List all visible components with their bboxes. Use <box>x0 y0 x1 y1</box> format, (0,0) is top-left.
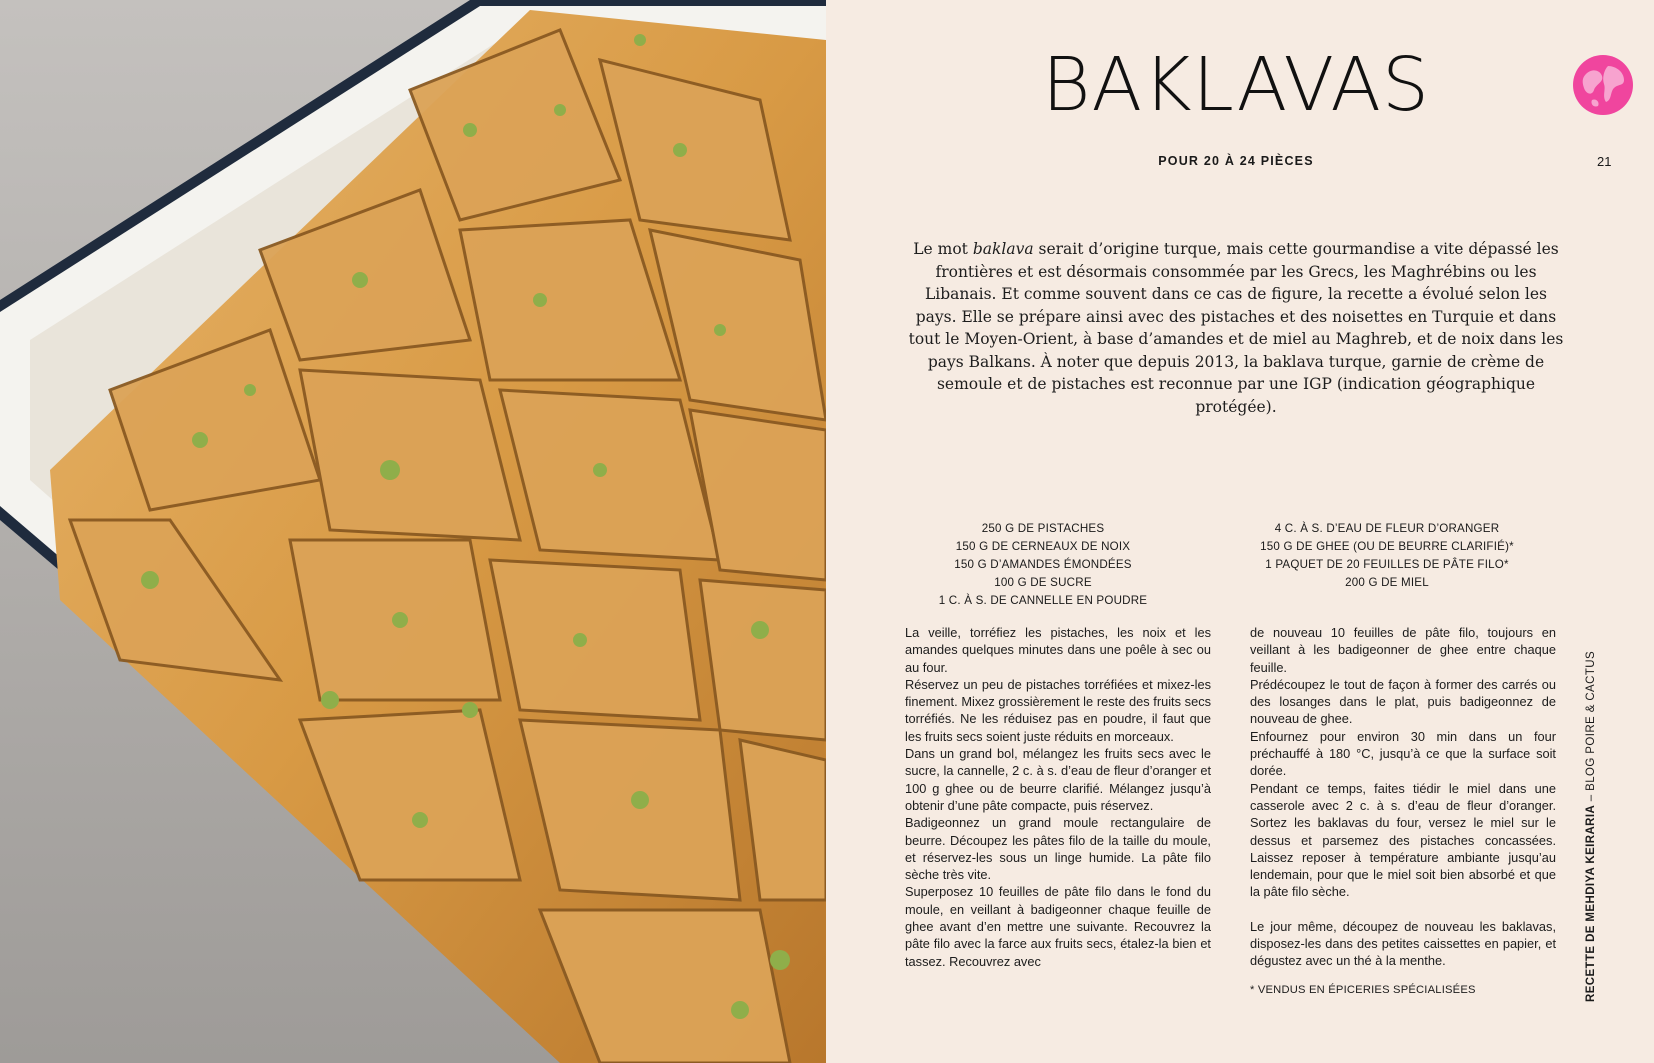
ingredient-item: 1 C. À S. DE CANNELLE EN POUDRE <box>938 594 1148 607</box>
credit-blog: – BLOG POIRE & CACTUS <box>1585 650 1597 805</box>
baklava-photo <box>0 0 826 1063</box>
step-paragraph: Enfournez pour environ 30 min dans un four préchauffé à 180 °C, jusqu’à ce que la surface soit dorée. <box>1250 728 1556 779</box>
recipe-page <box>826 0 1654 1063</box>
page-number: 21 <box>1597 154 1612 169</box>
step-paragraph: Superposez 10 feuilles de pâte filo dans le fond du moule, en veillant à badigeonner chaque feuille de ghee avant d’en mettre une suivante. Recouvrez la pâte filo avec la farce aux fruits secs, étalez-la bien et tassez. Recouvrez avec <box>905 884 1211 969</box>
ingredient-item: 150 G DE CERNEAUX DE NOIX <box>955 540 1131 553</box>
step-paragraph: Pendant ce temps, faites tiédir le miel dans une casserole avec 2 c. à s. d’eau de fleur d’oranger. Sortez les baklavas du four, versez le miel sur le dessus et parsemez des pistaches concassées. Laissez reposer à température ambiante jusqu’au lendemain, pour que le miel soit bien absorbé et que la pâte filo sèche. <box>1250 780 1556 900</box>
intro-italic-word: baklava <box>972 240 1034 258</box>
ingredients-right <box>1237 520 1537 592</box>
ingredient-item: 200 G DE MIEL <box>1345 576 1429 589</box>
step-paragraph: Prédécoupez le tout de façon à former des carrés ou des losanges dans le plat, puis badigeonnez de nouveau de ghee. <box>1250 676 1556 727</box>
ingredient-item: 100 G DE SUCRE <box>994 576 1092 589</box>
baklava-photo-illustration <box>0 0 826 1063</box>
step-paragraph: de nouveau 10 feuilles de pâte filo, toujours en veillant à les badigeonner de ghee entre chaque feuille. <box>1250 625 1556 675</box>
globe-icon <box>1572 54 1634 116</box>
steps-column-left <box>905 624 1211 970</box>
servings: POUR 20 À 24 PIÈCES <box>1158 154 1314 168</box>
step-paragraph: La veille, torréfiez les pistaches, les noix et les amandes quelques minutes dans une poêle à sec ou au four. <box>905 625 1211 675</box>
ingredient-item: 4 C. À S. D’EAU DE FLEUR D’ORANGER <box>1274 522 1500 535</box>
steps-column-right <box>1250 624 1556 999</box>
intro-paragraph <box>906 238 1566 418</box>
step-paragraph: Badigeonnez un grand moule rectangulaire de beurre. Découpez les pâtes filo de la taille du moule, et réservez-les sous un linge humide. La pâte filo sèche très vite. <box>905 815 1211 883</box>
step-paragraph: Le jour même, découpez de nouveau les baklavas, disposez-les dans des petites caissettes en papier, et dégustez avec un thé à la menthe. <box>1250 918 1556 969</box>
ingredient-item: 150 G DE GHEE (OU DE BEURRE CLARIFIÉ)* <box>1260 540 1514 553</box>
footnote: * VENDUS EN ÉPICERIES SPÉCIALISÉES <box>1250 983 1476 996</box>
credit-author: RECETTE DE MEHDIYA KEIRARIA <box>1585 804 1597 1002</box>
ingredients-left <box>893 520 1193 610</box>
step-paragraph: Dans un grand bol, mélangez les fruits secs avec le sucre, la cannelle, 2 c. à s. d’eau de fleur d’oranger et 100 g ghee ou de beurre clarifié. Mélangez jusqu’à obtenir d’une pâte compacte, puis réservez. <box>905 746 1211 813</box>
paragraph-gap <box>1250 901 1556 918</box>
recipe-title: BAKLAVAS <box>1042 42 1430 128</box>
ingredient-item: 250 G DE PISTACHES <box>981 522 1105 535</box>
step-paragraph: Réservez un peu de pistaches torréfiées et mixez-les finement. Mixez grossièrement le reste des fruits secs torréfiés. Ne les réduisez pas en poudre, il faut que les fruits secs soient juste réduits en morceaux. <box>905 676 1211 744</box>
intro-text-end: serait d’origine turque, mais cette gourmandise a vite dépassé les frontières et est désormais consommée par les Grecs, les Maghrébins ou les Libanais. Et comme souvent dans ce cas de figure, la recette a évolué selon les pays. Elle se prépare ainsi avec des pistaches et des noisettes en Turquie et dans tout le Moyen-Orient, à base d’amandes et de miel au Maghreb, et de noix dans les pays Balkans. À noter que depuis 2013, la baklava turque, garnie de crème de semoule et de pistaches est reconnue par une IGP (indication géographique protégée). <box>908 240 1564 416</box>
ingredient-item: 1 PAQUET DE 20 FEUILLES DE PÂTE FILO* <box>1265 558 1509 571</box>
ingredient-item: 150 G D’AMANDES ÉMONDÉES <box>954 558 1132 571</box>
intro-text-start: Le mot <box>913 240 973 258</box>
recipe-credit <box>1585 651 1597 1002</box>
